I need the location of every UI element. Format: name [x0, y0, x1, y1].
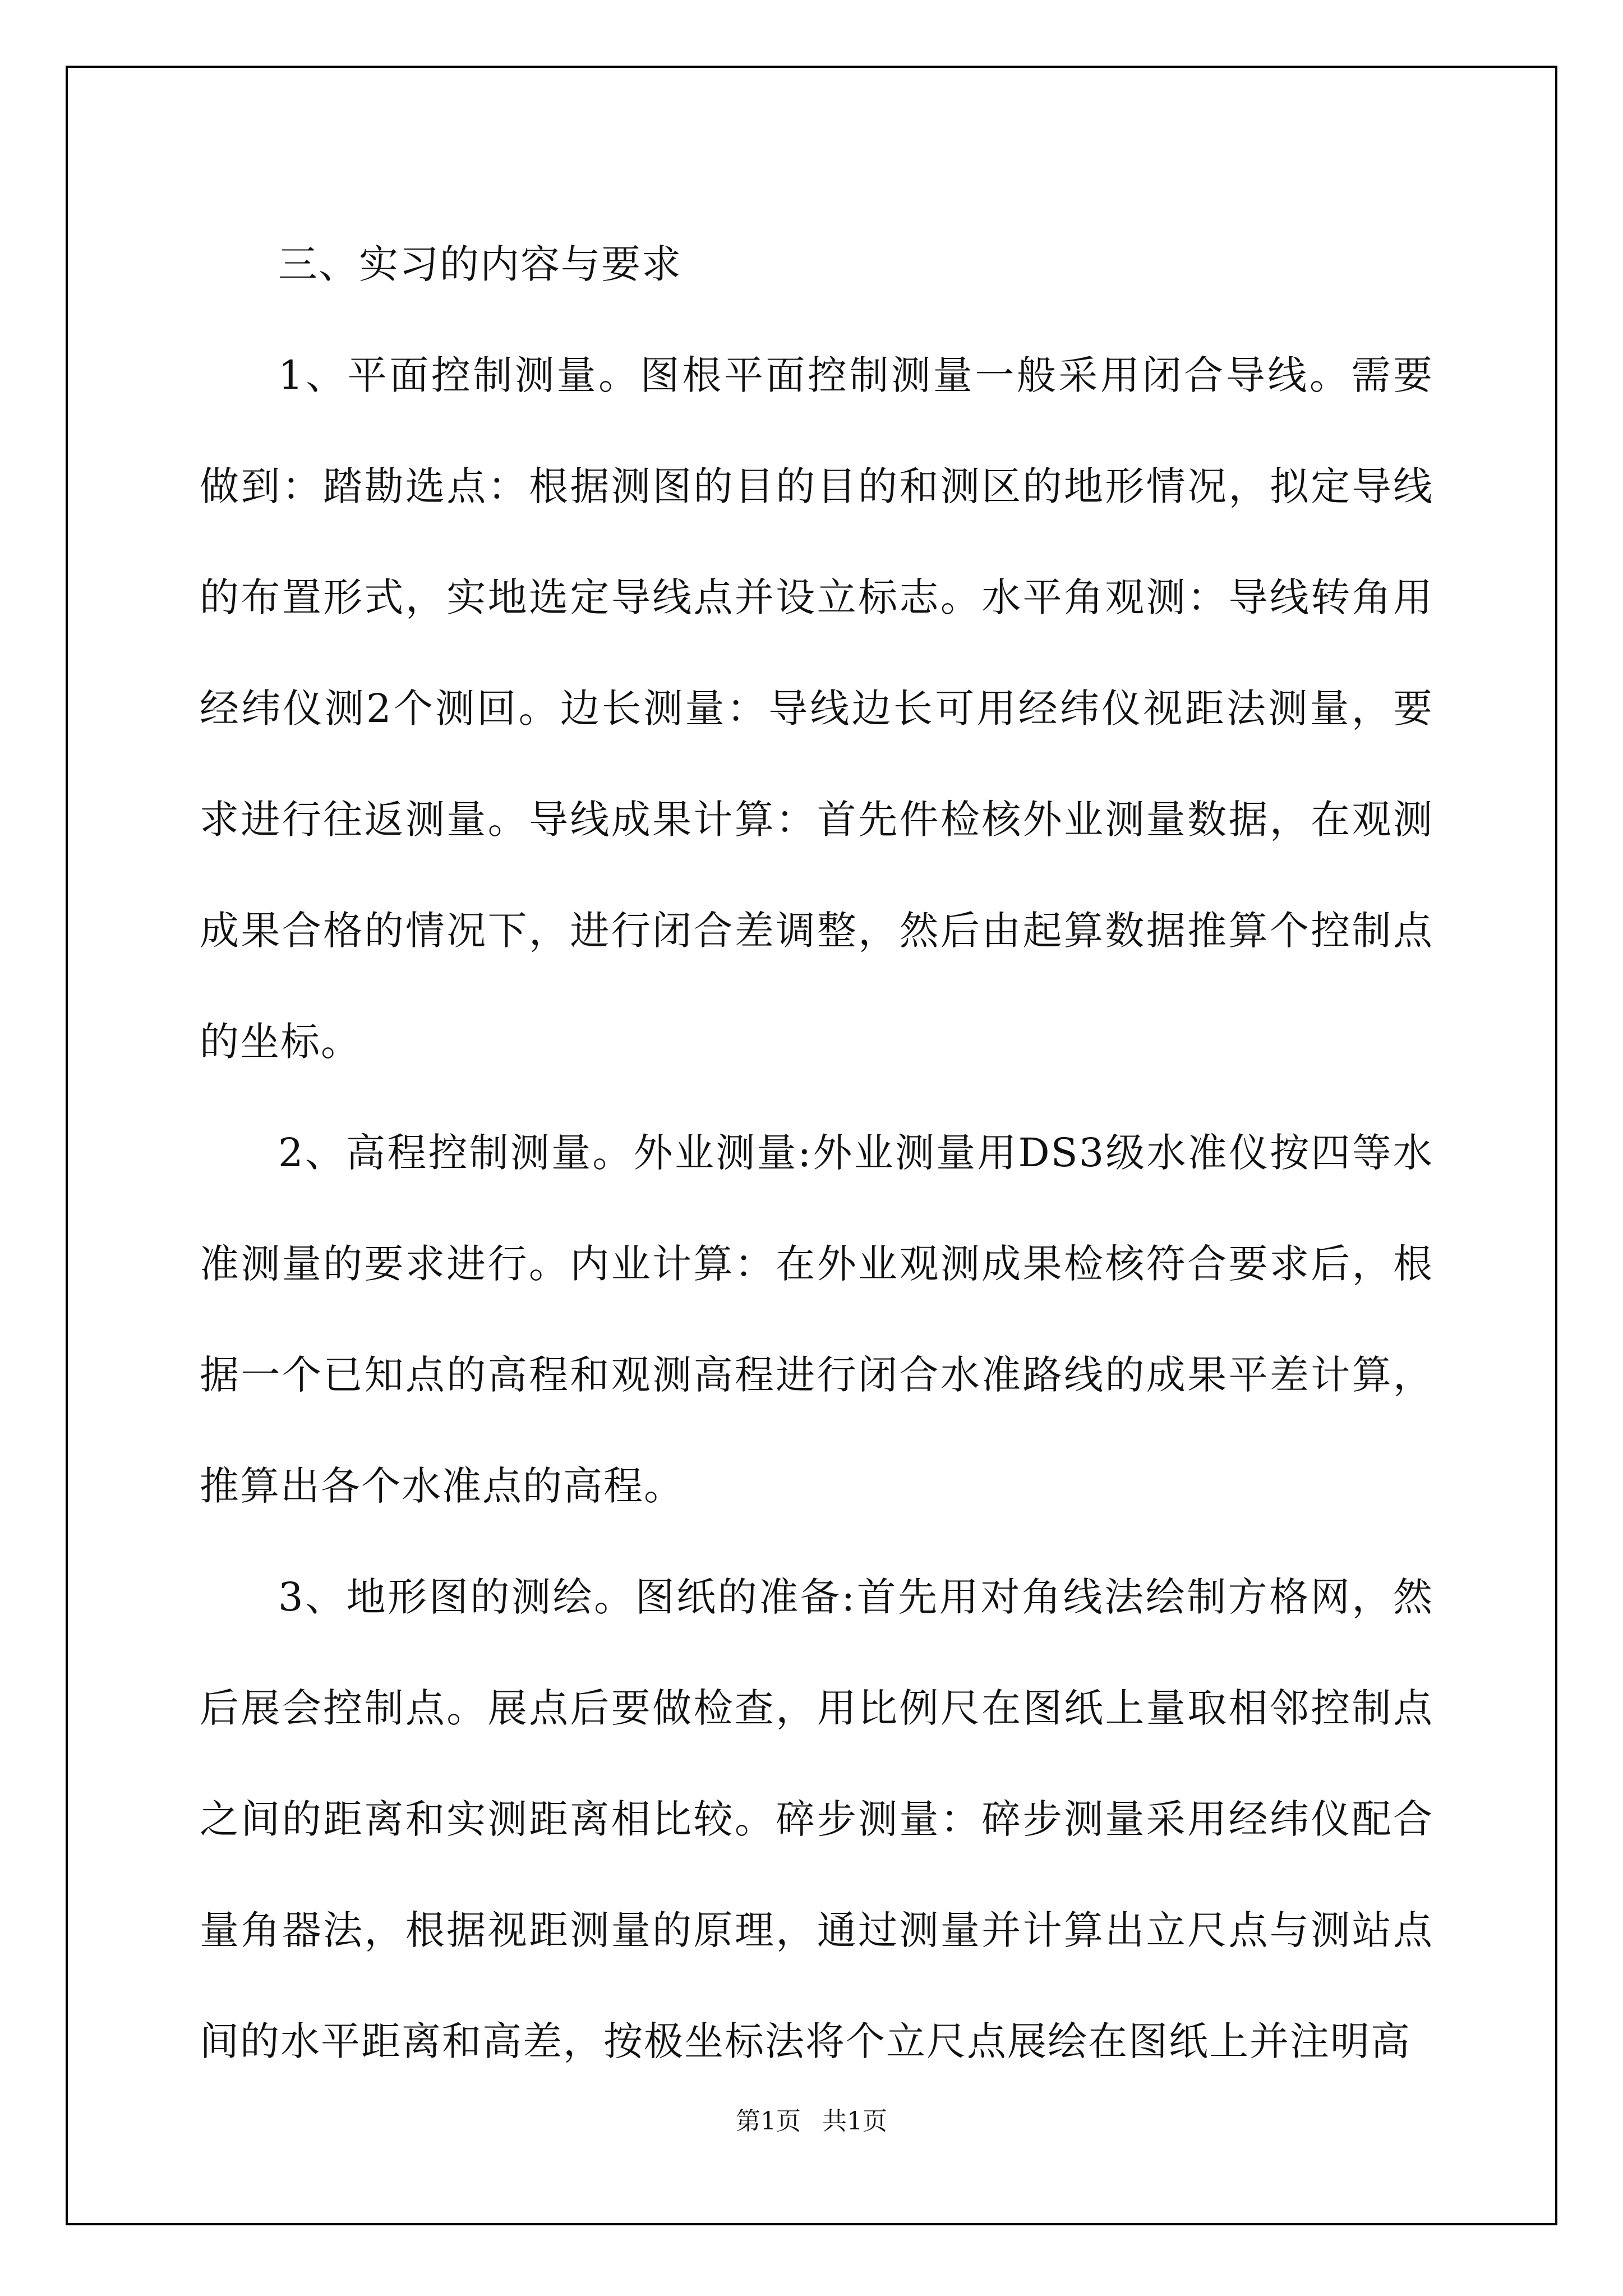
document-body	[200, 209, 1433, 2097]
total-pages: 共1页	[822, 2107, 887, 2136]
paragraph-2: 2、高程控制测量。外业测量:外业测量用DS3级水准仪按四等水准测量的要求进行。内业计算：在外业观测成果检核符合要求后，根据一个已知点的高程和观测高程进行闭合水准路线的成果平差计算，推算出各个水准点的高程。	[200, 1130, 1433, 1509]
page-footer	[0, 2101, 1623, 2137]
paragraph-1: 1、平面控制测量。图根平面控制测量一般采用闭合导线。需要做到：踏勘选点：根据测图的目的目的和测区的地形情况，拟定导线的布置形式，实地选定导线点并设立标志。水平角观测：导线转角用经纬仪测2个测回。边长测量：导线边长可用经纬仪视距法测量，要求进行往返测量。导线成果计算：首先件检核外业测量数据，在观测成果合格的情况下，进行闭合差调整，然后由起算数据推算个控制点的坐标。	[200, 352, 1433, 1065]
paragraph-3: 3、地形图的测绘。图纸的准备:首先用对角线法绘制方格网，然后展会控制点。展点后要做检查，用比例尺在图纸上量取相邻控制点之间的距离和实测距离相比较。碎步测量：碎步测量采用经纬仪配合量角器法，根据视距测量的原理，通过测量并计算出立尺点与测站点间的水平距离和高差，按极坐标法将个立尺点展绘在图纸上并注明高	[200, 1574, 1433, 2064]
page-number: 第1页	[736, 2107, 801, 2136]
section-heading: 三、实习的内容与要求	[278, 241, 682, 287]
